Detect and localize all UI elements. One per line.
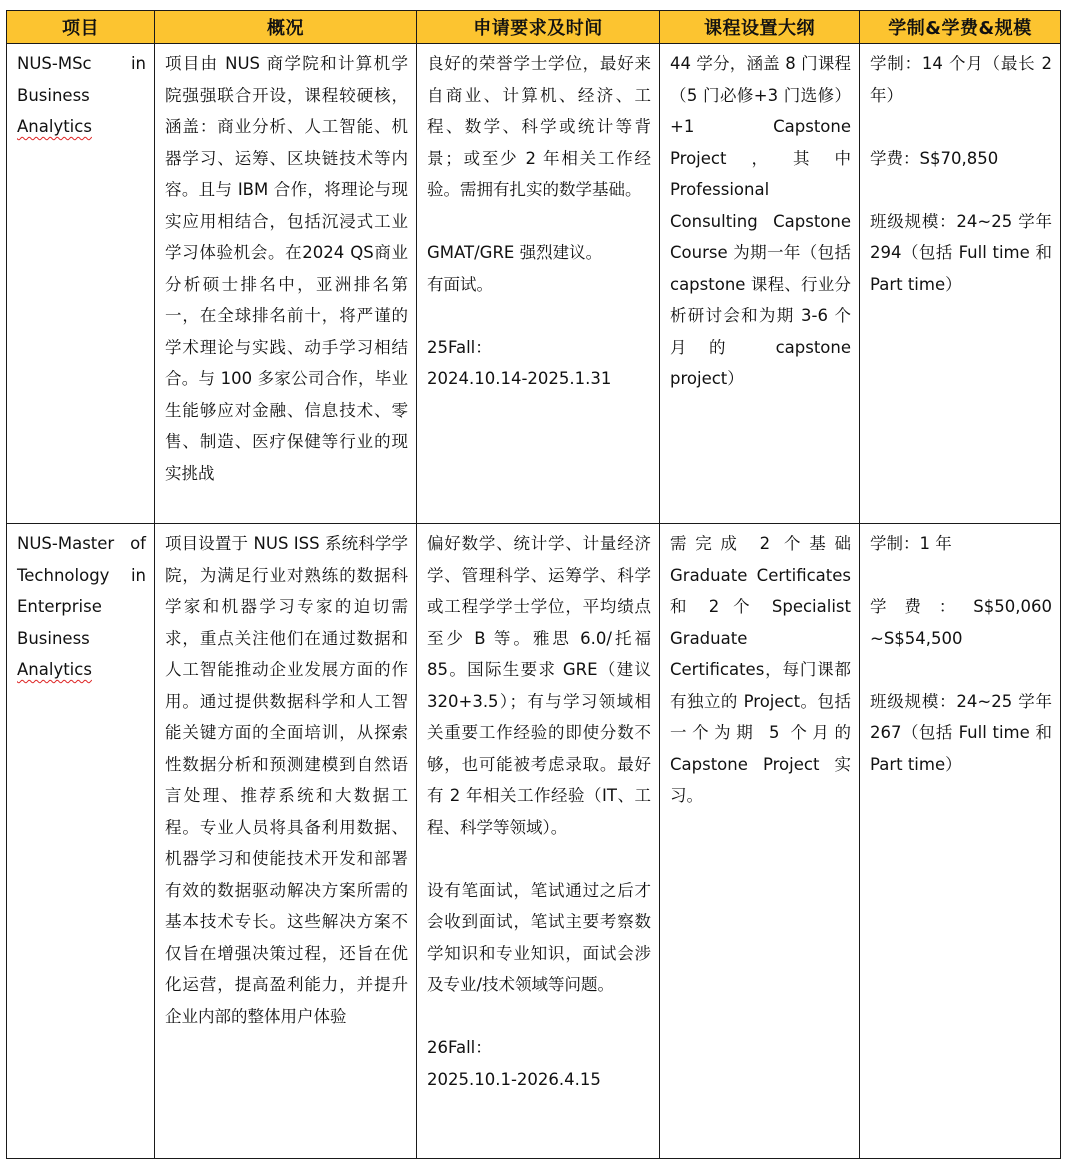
program-name-underlined: Analytics: [17, 117, 92, 136]
duration-tuition-size-cell: [860, 524, 1061, 1159]
header-curriculum: 课程设置大纲: [660, 11, 860, 44]
requirements-cell: [417, 524, 660, 1159]
duration-text: 学制：1 年: [870, 534, 952, 553]
curriculum-cell: [660, 44, 860, 524]
cohort-size-text: 班级规模：24~25 学年 294（包括 Full time 和 Part time）: [870, 211, 1058, 294]
requirements-cell: [417, 44, 660, 524]
duration-tuition-size-cell: [860, 44, 1061, 524]
program-name-cell: [7, 44, 155, 524]
program-name: NUS-MSc in Business: [17, 54, 152, 105]
table-row: [7, 44, 1061, 524]
tuition-text: 学费：S$70,850: [870, 148, 999, 168]
program-name-underlined: Analytics: [17, 660, 92, 679]
requirements-text: 良好的荣誉学士学位，最好来自商业、计算机、经济、工程、数学、科学或统计等背景；或至少 2 年相关工作经验。需拥有扎实的数学基础。: [427, 54, 651, 199]
program-name-cell: [7, 524, 155, 1159]
program-comparison-table: [6, 10, 1061, 1159]
cohort-size-text: 班级规模：24~25 学年 267（包括 Full time 和 Part time）: [870, 691, 1058, 774]
requirements-text: 偏好数学、统计学、计量经济学、管理科学、运筹学、科学或工程学学士学位，平均绩点至少 B 等。雅思 6.0/托福 85。国际生要求 GRE（建议 320+3.5）；有与学习领域相关重要工作经验的即使分数不够，也可能被考虑录取。最好有 2 年相关工作经验（IT、工程、科学等领域）。: [427, 534, 657, 837]
interview-note: 有面试。: [427, 274, 493, 294]
overview-cell: [155, 524, 417, 1159]
intake-label: 25Fall：: [427, 337, 492, 357]
tuition-text: 学费：S$50,060 ~S$54,500: [870, 597, 1058, 648]
header-requirements: 申请要求及时间: [417, 11, 660, 44]
intake-label: 26Fall：: [427, 1038, 492, 1057]
header-row: [7, 11, 1061, 44]
overview-text: 项目设置于 NUS ISS 系统科学学院，为满足行业对熟练的数据科学家和机器学习专家的迫切需求，重点关注他们在通过数据和人工智能推动企业发展方面的作用。通过提供数据科学和人工智能关键方面的全面培训，从探索性数据分析和预测建模到自然语言处理、推荐系统和大数据工程。专业人员将具备利用数据、机器学习和使能技术开发和部署有效的数据驱动解决方案所需的基本技术专长。这些解决方案不仅旨在增强决策过程，还旨在优化运营，提高盈利能力，并提升企业内部的整体用户体验: [165, 534, 408, 1026]
application-window: 2024.10.14-2025.1.31: [427, 369, 612, 388]
curriculum-cell: [660, 524, 860, 1159]
overview-text: 项目由 NUS 商学院和计算机学院强强联合开设，课程较硬核，涵盖：商业分析、人工智能、机器学习、运筹、区块链技术等内容。且与 IBM 合作，将理论与现实应用相结合，包括沉浸式工业学习体验机会。在2024 QS商业分析硕士排名中，亚洲排名第一，在全球排名前十，将严谨的学术理论与实践、动手学习相结合。与 100 多家公司合作，毕业生能够应对金融、信息技术、零售、制造、医疗保健等行业的现实挑战: [165, 54, 408, 483]
duration-text: 学制：14 个月（最长 2 年）: [870, 54, 1058, 105]
curriculum-text: 需完成 2 个基础 Graduate Certificates 和 2 个 Specialist Graduate Certificates，每门课都有独立的 Project。包括一个为期 5 个月的 Capstone Project 实习。: [670, 534, 857, 805]
overview-cell: [155, 44, 417, 524]
header-duration-tuition-size: 学制&学费&规模: [860, 11, 1061, 44]
test-requirement: GMAT/GRE 强烈建议。: [427, 243, 603, 262]
header-overview: 概况: [155, 11, 417, 44]
header-program: 项目: [7, 11, 155, 44]
program-name: NUS-Master of Technology in Enterprise Business: [17, 534, 152, 648]
exam-interview-note: 设有笔面试，笔试通过之后才会收到面试，笔试主要考察数学知识和专业知识，面试会涉及专业/技术领域等问题。: [427, 880, 651, 994]
application-window: 2025.10.1-2026.4.15: [427, 1069, 601, 1089]
table-row: [7, 524, 1061, 1159]
curriculum-text: 44 学分，涵盖 8 门课程（5 门必修+3 门选修）+1 Capstone Project，其中 Professional Consulting Capstone Course 为期一年（包括 capstone 课程、行业分析研讨会和为期 3-6 个月的 capstone project）: [670, 54, 857, 388]
